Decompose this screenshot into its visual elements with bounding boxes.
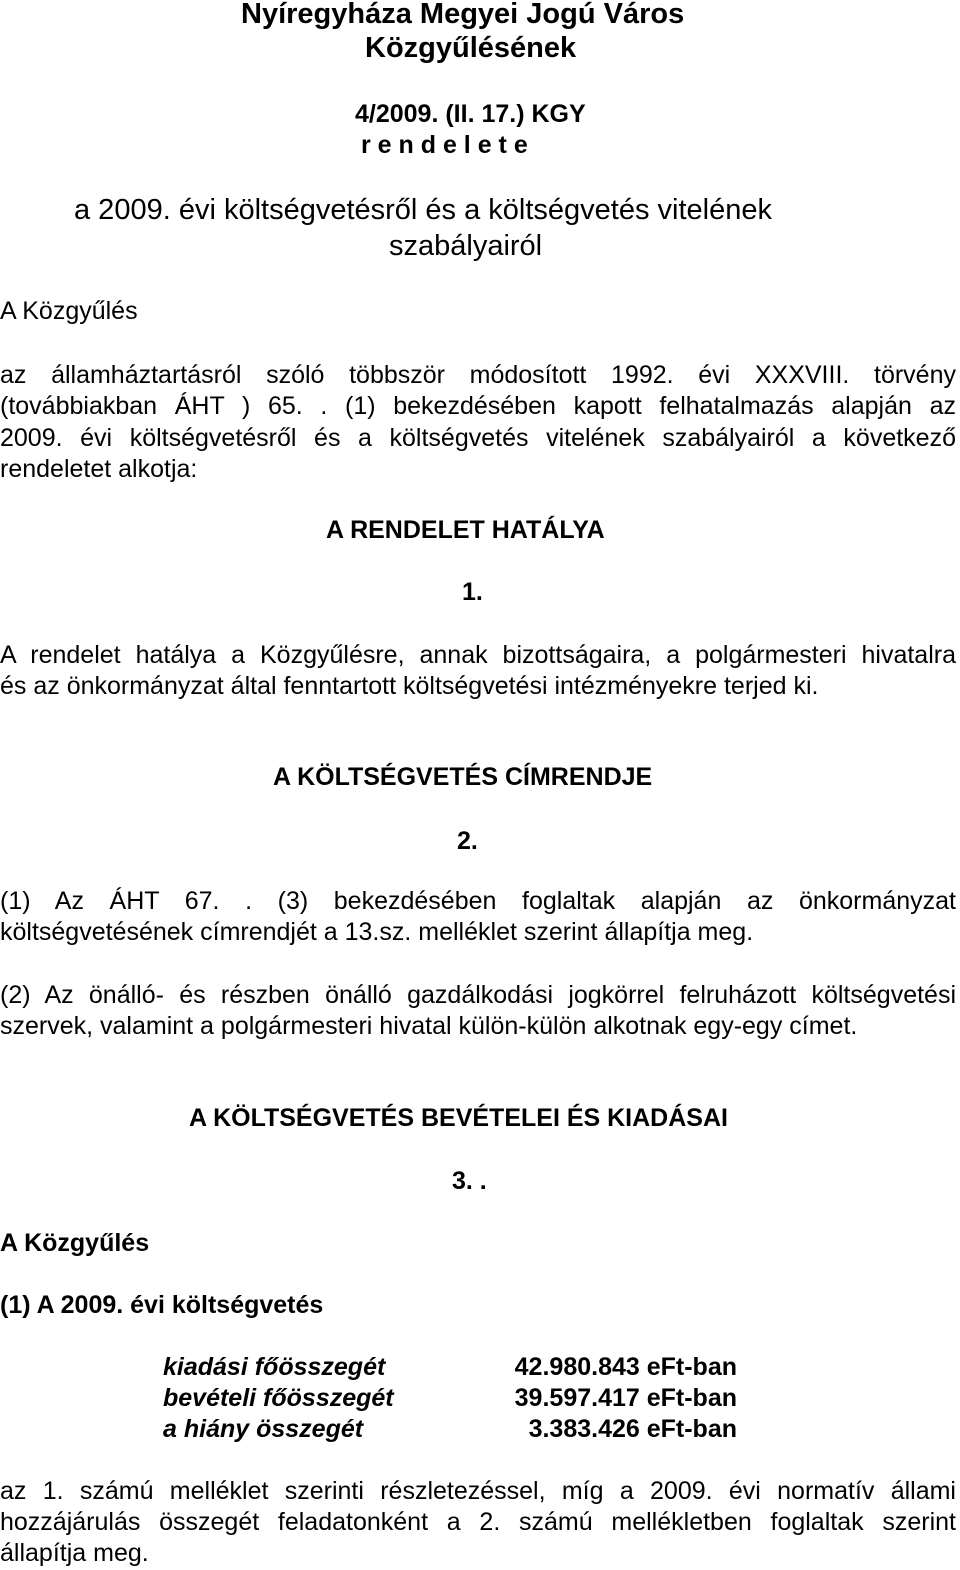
- section3-closing-line: állapítja meg.: [0, 1539, 149, 1567]
- section-heading-structure: A KÖLTSÉGVETÉS CÍMRENDJE: [273, 763, 653, 791]
- figure-label-deficit: a hiány összegét: [163, 1415, 364, 1443]
- section1-paragraph-line: és az önkormányzat által fenntartott költségvetési intézményekre terjed ki.: [0, 672, 819, 700]
- section2-paragraph1-line: (1) Az ÁHT 67. . (3) bekezdésében foglaltak alapján az önkormányzat: [0, 887, 956, 915]
- preamble-line: (továbbiakban ÁHT ) 65. . (1) bekezdésében kapott felhatalmazás alapján az: [0, 392, 956, 420]
- section2-paragraph1-line: költségvetésének címrendjét a 13.sz. melléklet szerint állapítja meg.: [0, 918, 754, 946]
- section1-paragraph-line: A rendelet hatálya a Közgyűlésre, annak bizottságaira, a polgármesteri hivatalra: [0, 641, 956, 669]
- section3-subheading: A Közgyűlés: [0, 1229, 150, 1257]
- section3-intro: (1) A 2009. évi költségvetés: [0, 1291, 324, 1319]
- decree-subject-continued: szabályairól: [389, 230, 543, 262]
- figure-label-revenue: bevételi főösszegét: [163, 1384, 394, 1412]
- figure-value-revenue: 39.597.417 eFt-ban: [514, 1384, 737, 1412]
- section-number-1: 1.: [462, 578, 483, 606]
- preamble-line: 2009. évi költségvetésről és a költségvetés vitelének szabályairól a következő: [0, 424, 956, 452]
- preamble-heading: A Közgyűlés: [0, 297, 138, 325]
- figure-label-expenditure: kiadási főösszegét: [163, 1353, 386, 1381]
- section2-paragraph2-line: (2) Az önálló- és részben önálló gazdálkodási jogkörrel felruházott költségvetési: [0, 981, 956, 1009]
- section3-closing-line: hozzájárulás összegét feladatonként a 2. számú mellékletben foglaltak szerint: [0, 1508, 956, 1536]
- section2-paragraph2-line: szervek, valamint a polgármesteri hivatal külön-külön alkotnak egy-egy címet.: [0, 1012, 858, 1040]
- preamble-line: rendeletet alkotja:: [0, 455, 198, 483]
- document-title-continued: Közgyűlésének: [365, 32, 577, 64]
- section-number-3: 3. .: [452, 1167, 487, 1195]
- decree-number: 4/2009. (II. 17.) KGY: [355, 100, 586, 128]
- decree-subject: a 2009. évi költségvetésről és a költségvetés vitelének: [74, 194, 773, 226]
- figure-value-expenditure: 42.980.843 eFt-ban: [514, 1353, 737, 1381]
- section-number-2: 2.: [457, 827, 478, 855]
- section3-closing-line: az 1. számú melléklet szerinti részletezéssel, míg a 2009. évi normatív állami: [0, 1477, 956, 1505]
- document-title: Nyíregyháza Megyei Jogú Város: [241, 0, 685, 30]
- section-heading-scope: A RENDELET HATÁLYA: [326, 516, 605, 544]
- preamble-line: az államháztartásról szóló többször módosított 1992. évi XXXVIII. törvény: [0, 361, 956, 389]
- decree-word: r e n d e l e t e: [361, 131, 528, 159]
- section-heading-revenues-expenses: A KÖLTSÉGVETÉS BEVÉTELEI ÉS KIADÁSAI: [189, 1104, 728, 1132]
- figure-value-deficit: 3.383.426 eFt-ban: [528, 1415, 737, 1443]
